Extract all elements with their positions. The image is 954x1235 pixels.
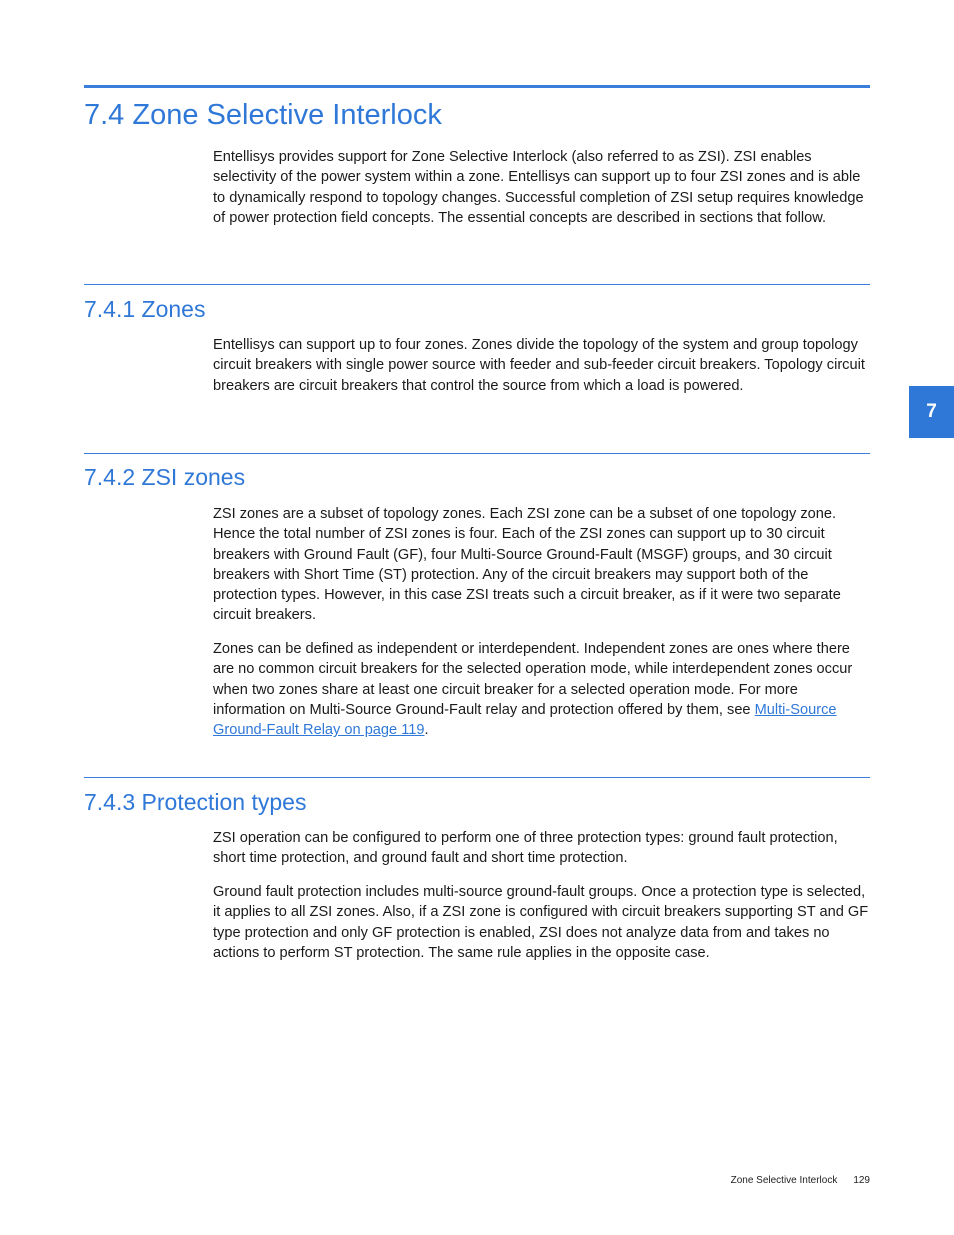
msgf-relay-link[interactable]: Multi-Source Ground-Fault Relay on page 119 [213, 701, 837, 739]
zsi-zones-heading: 7.4.2 ZSI zones [84, 464, 246, 490]
page-footer [731, 1175, 870, 1186]
zsi-zones-para-2 [213, 639, 871, 740]
chapter-tab[interactable]: 7 [909, 386, 954, 438]
footer-label: Zone Selective Interlock [730, 1175, 838, 1186]
protection-types-rule [84, 777, 870, 778]
zones-heading: 7.4.1 Zones [84, 296, 206, 322]
protection-types-heading: 7.4.3 Protection types [84, 789, 307, 815]
zsi-zones-para-2-text: Zones can be defined as independent or interdependent. Independent zones are ones where there are no common circuit breakers for the selected operation mode, while interdependent zones occur when two zones share at least one circuit breaker for a selected operation mode. For more information on Multi-Source Ground-Fault relay and protection offered by them, see [213, 641, 853, 718]
zsi-zones-para-1: ZSI zones are a subset of topology zones. Each ZSI zone can be a subset of one topology zone. Hence the total number of ZSI zones is four. Each of the ZSI zones can support up to 30 circuit breakers with Ground Fault (GF), four Multi-Source Ground-Fault (MSGF) groups, and 30 circuit breakers with Short Time (ST) protection. Any of the circuit breakers may support both of the protection types. However, in this case ZSI treats such a circuit breaker, as if it were two separate circuit breakers. [213, 506, 841, 624]
zsi-zones-rule [84, 453, 870, 454]
page-number: 129 [853, 1175, 870, 1186]
zsi-zones-para-2-end: . [424, 722, 429, 739]
protection-types-para-2: Ground fault protection includes multi-source ground-fault groups. Once a protection type is selected, it applies to all ZSI zones. Also, if a ZSI zone is configured with circuit breakers supporting ST and GF type protection and only GF protection is enabled, ZSI does not analyze data from and takes no actions to perform ST protection. The same rule applies in the opposite case. [213, 884, 869, 961]
section-top-rule [84, 85, 870, 88]
zones-rule [84, 284, 870, 285]
zones-text: Entellisys can support up to four zones. Zones divide the topology of the system and group topology circuit breakers with single power source with feeder and sub-feeder circuit breakers. Topology circuit breakers are circuit breakers that control the source from which a load is powered. [213, 337, 865, 394]
protection-types-para-1: ZSI operation can be configured to perform one of three protection types: ground fault protection, short time protection, and ground fault and short time protection. [213, 830, 838, 867]
section-title: 7.4 Zone Selective Interlock [84, 99, 442, 131]
section-intro: Entellisys provides support for Zone Selective Interlock (also referred to as ZSI). ZSI enables selectivity of the power system within a zone. Entellisys can support up to four ZSI zones and is able to dynamically respond to topology changes. Successful completion of ZSI setup requires knowledge of power protection field concepts. The essential concepts are described in sections that follow. [213, 149, 864, 226]
